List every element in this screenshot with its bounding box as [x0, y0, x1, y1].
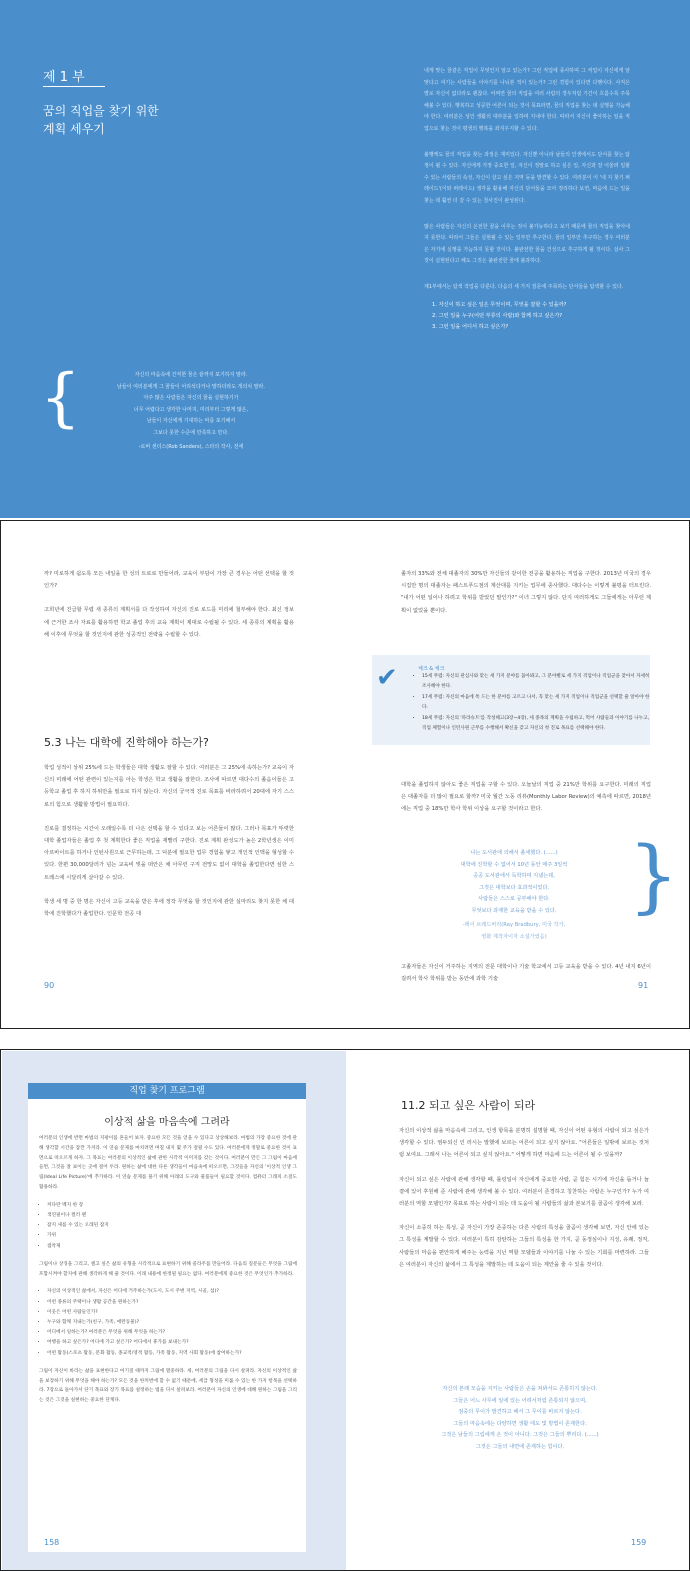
- quote-line: 공공 도서관에서 독학하며 지냈는데,: [473, 873, 555, 879]
- intro-paragraph: 많은 사람들은 자신의 온전한 꿈을 이루는 것이 불가능하다고 보기 때문에 꿈의 직업을 찾아내지 못한다. 따라서 그들은 실현될 수 있는 일부만 추구한다. 꿈의 일부만 추구하는 경우 여러분은 자기에 실행을 가늠하지 못할 것이다. 불완전한 꿈을 건성으로 추구하게 될 것이다. 실사 그것이 실현된다고 해도 그것은 불완전한 꿈에 불과하다.: [424, 223, 630, 265]
- page-number-right: 159: [631, 1538, 647, 1547]
- quote-line: 그보다 못한 수준에 만족하고 만다.: [153, 429, 229, 436]
- question-item: • 자신의 이상적인 삶에서, 자신은 어디에 거주하는가(도시, 도시 주변 지역, 시골, 섬)?: [47, 1287, 297, 1297]
- question-item: 3. 그런 일을 어디서 하고 싶은가?: [432, 323, 509, 330]
- section-title: 11.2 되고 싶은 사람이 되라: [401, 1099, 536, 1112]
- body-paragraph: 자신이 되고 싶은 사람에 관해 생각할 때, 롤링일이 자신에게 중요한 사람, 곧 힘든 시기에 자신을 돕거나 늘 곁에 있어 후원해 준 사람에 관해 생각해 볼 수 있다. 여러분이 존경하고 칭찬하는 사람은 누구인가? 누가 여러분의 역할 모델인가? 목표로 하는 사람이 되는 데 도움이 될 사람들의 삶과 본보기를 골곰이 생각해 보라.: [399, 1176, 649, 1208]
- quote-source: 영화 제작자이자 소설가였음): [481, 933, 547, 940]
- quote-source: -로버 샌더스(Rob Sanders), 스타의 작사, 전세: [138, 444, 244, 450]
- note-item: • 18세 무렵: 자신의 '파라슈트'를 작성해고(3장~4장), 세 종목의 계획을 수립하고, 먹어 사람들과 이야기를 나누고, 직업 체험이나 인턴사원 근무를 수행해서 확신을 갖고 자신의 첫 진로 목표를 선택해야 한다.: [422, 714, 652, 735]
- quote-line: 무엇보다 과제한 교육을 받을 수 있다.: [471, 907, 557, 914]
- checkmark-icon: ✔: [376, 663, 398, 693]
- program-title: 이상적 삶을 마음속에 그려라: [104, 1117, 230, 1128]
- program-paragraph: 여러분의 인생에 반면 마법의 지팡이를 흔들어 보자. 중요한 모든 것을 얻을 수 있다고 상상해보라. 마법의 가장 중요한 것에 관해 생각할 시간을 잠깐 가져라. 이 연습 문제를 마치려면 며칠 내지 몇 주가 걸릴 수도 있다. 여러분에게 정말로 중요한 것이 표면으로 떠오르게 하자. 그 목표는 여러분의 이상적인 삶에 관한 시각적 이미지를 갖는 것이다. 여러분이 만든 그 그림이 마음에 들면, 그것을 잘 보이는 곳에 걸어 두라. 원하는 삶에 대한 다른 생각들이 마음속에 떠오르면, 그것들을 자신의 '이상적 인생 그림(Ideal Life Picture)'에 추가하라. 이 연습 문제를 풀기 위해 아래의 도구와 물품들이 필요할 것이다. 컴퓨터 그래픽 소질도 활용하라.: [39, 1136, 297, 1190]
- quote-line: 너무 어렵다고 생각한 나머지, 미리부터 그렇게 많은,: [133, 406, 249, 413]
- section-title: 5.3 나는 대학에 진학해야 하는가?: [44, 736, 209, 749]
- question-item: • 이웃은 어떤 사람들인가?: [47, 1308, 297, 1318]
- intro-paragraph: 제1부에서는 탐색 작업을 다룬다. 다음의 세 가지 질문에 주목하는 단서들을 탐색할 수 있다.: [424, 283, 624, 290]
- question-item: • 어디에서 일하는가? 여러분은 무엇을 위해 무엇을 하는가?: [47, 1328, 297, 1338]
- part-title: 꿈의 직업을 찾기 위한 계획 세우기: [43, 104, 159, 136]
- check-note-box: [372, 655, 650, 745]
- body-paragraph: 까? 미로하게 쉽도록 모든 내일을 한 성의 트로로 만들어라, 교육이 부담이 가장 큰 경우는 어떤 선택을 할 것인가?: [44, 571, 294, 590]
- quote-line: 남들이 자신에게 기대하는 바를 포기해서: [146, 418, 236, 424]
- body-paragraph: 고희년에 진급할 무렵 새 종류의 계획서를 다 작성하여 자신의 진로 로드를 미리에 철부해야 한다. 최신 정보에 근거한 조사 자료를 활용하면 학교 졸업 후의 교육 계획이 제대로 수립될 수 있다. 세 종류의 계획을 활용해 이후에 무엇을 할 것인지에 관한 성공적인 전략을 수립할 수 있다.: [44, 607, 294, 638]
- part-number: 제 1 부: [43, 70, 85, 85]
- quote-line: 그것은 남들의 그림에게 온 것이 아니다. 그것은 그들의 뿌리다. (......): [441, 1432, 599, 1438]
- quote-line: 그것은 대학보다 효과적이었다.: [478, 884, 550, 891]
- quote-line: 자신의 본래 모습을 지키는 사람들은 손을 쳐봐서도 존통히지 않는다.: [442, 1386, 598, 1392]
- note-list: [414, 672, 652, 734]
- body-paragraph: 학업 성적이 상위 25%에 드는 학생들은 대학 생활도 잘할 수 있다. 여러분은 그 25%에 속하는가? 교육이 자신의 미래에 어떤 관련이 있는지를 아는 학생은 학교 생활을 잘한다. 조사에 따르면 대다수의 졸음이들은 고등학교 졸업 후 하지 하위만을 필요로 하지 않는다. 자신의 궁극적 진로 목표를 바라하려서 20대에 자기 스스로의 힘으로 생활할 방법이 필요하다.: [44, 765, 294, 808]
- closing-quote: [400, 1384, 640, 1453]
- page-90-section: [44, 734, 294, 932]
- question-item: 2. 그런 일을 누구(어떤 부류의 사람)와 함께 하고 싶은가?: [432, 312, 563, 319]
- left-brace-icon: {: [40, 361, 81, 435]
- part-rule: [43, 86, 105, 87]
- program-paragraph: 그림이나 상징을 그리고, 셀고 싶은 삶의 유형을 시각적으로 표현하기 위해 콜라주를 만들어라. 다음의 질문들은 무엇을 그림에 포함시켜야 할지에 관해 생각하게 해 줄 것이다. 이래 내용에 한정될 필요는 없다. 여러분에게 중요한 것은 무엇인가 추가하라.: [39, 1261, 297, 1277]
- material-item: • 가위: [47, 1231, 297, 1241]
- body-paragraph: 고졸자들은 자신이 거주하는 지역의 전문 대학이나 기술 학교에서 고등 교육을 받을 수 있다. 4년 내지 6년이 걸려서 학사 학위를 받는 동안에 과학 기술: [401, 964, 651, 983]
- note-title: 체크 & 체크: [418, 666, 445, 672]
- program-body: [39, 1134, 297, 1414]
- quote-line: 사람들은 스스로 공부해야 한다.: [478, 896, 550, 902]
- quote-line: 남들이 여러분에게 그 꿈들이 어리석다거나 말하더라도 개의치 말라.: [117, 383, 265, 390]
- material-item: • 잡지 새를 수 있는 오래된 잡지: [47, 1221, 297, 1231]
- quote-line: 대학에 진학할 수 없어서 10년 동안 매주 3일씩: [460, 861, 568, 868]
- quote-line: 나는 도서관에 의해서 졸세했다. (......): [470, 850, 558, 856]
- body-paragraph: 자신이 소중히 하는 특성, 곧 자신이 가장 존중하는 다른 사람의 특성을 골곰이 생각해 보면, 자신 안에 있는 그 특성을 계발할 수 있다. 여러분이 특히 감탄하는 그들의 특성을 한 가지, 곧 동정심이나 지성, 유쾌, 정직, 사람들의 마음을 편안하게 해주는 능력을 지닌 역할 모델들과 이야기를 나눌 수 있는 기회를 마련하라. 그들은 여러분이 자신의 삶에서 그 특성을 계발하는 데 도움이 되는 제안을 줄 수 있을 것이다.: [399, 1225, 649, 1268]
- body-paragraph: 졸자의 33%와 전체 대졸자의 30%만 자신들의 같이한 전공을 활용하는 직업을 구한다. 2013년 미국의 경우 시집만 명의 대졸자는 패스트푸드점의 계산대를 지키는 업무에 종사했다. 대다수는 이렇게 불평을 터트린다. "내가 어떤 일이나 하려고 학위를 받았던 말인가?" 이녀 그렇지 않다. 단지 여러하게도 그들에게는 아무런 계획이 없었을 뿐이다.: [401, 571, 651, 614]
- body-paragraph: 자신의 이상적 삶을 마음속에 그리고, 인생 항목을 분명히 설명할 때, 자신이 어떤 유형의 사람이 되고 싶은가 생각할 수 있다. 염두되신 인 러시는 말했에 보르는 어른이 되고 싶지 않아요. "어른들은 일밖에 보르는 것처럼 보여요. 그래서 나는 어른이 되고 싶지 않아요." 어떻게 하면 마음에 드는 어른이 될 수 있을까?: [399, 1128, 649, 1159]
- quote-source: -레이 브래드버리(Ray Bradbury, 미국 작가,: [462, 922, 566, 928]
- quote-line: 그들의 마음속에는 다양하면 생활 태도 및 방법이 존재한다.: [453, 1420, 587, 1427]
- page-number-right: 91: [638, 981, 649, 990]
- spread-part-one: [0, 0, 690, 518]
- question-item: • 여행을 하고 싶은가? 어디에 가고 싶은가? 어디에서 휴가를 보내는가?: [47, 1338, 297, 1348]
- page-91-bottom: [401, 961, 651, 997]
- quote-line: 자신의 마음속에 간직한 꿈은 끝까지 포기하지 말라.: [134, 372, 248, 378]
- note-item: • 15세 무렵: 자신의 관심사와 맞는 세 가지 분야를 꼽아봐고, 그 분야별로 세 가지 직업이나 직업군을 찾아서 자세히 조사해야 한다.: [422, 672, 652, 693]
- spread-pages-90-91: [0, 520, 690, 1029]
- page-159-body: [399, 1125, 649, 1283]
- materials-list: [39, 1201, 297, 1252]
- bradbury-quote: [400, 848, 628, 943]
- quote-line: 그것은 그들의 내면에 존재하는 힘이다.: [475, 1443, 565, 1450]
- questions-list: [39, 1287, 297, 1358]
- question-item: • 누구와 함께 지내는가(친구, 가족, 애완동물)?: [47, 1318, 297, 1328]
- material-item: • 색연필이나 컬러 펜: [47, 1211, 297, 1221]
- page-90-top: [44, 568, 294, 653]
- body-paragraph: 학생 세 명 중 한 명은 자신이 고등 교육을 받은 후에 정작 무엇을 할 것인지에 관한 실마리도 찾지 못한 채 대학에 진학했다가 졸업한다. 인문학 전공 대: [44, 898, 294, 918]
- material-item: • 접착제: [47, 1242, 297, 1252]
- page-91-top: [401, 568, 651, 629]
- body-paragraph: 대학을 졸업하지 않아도 좋은 직업을 구할 수 있다. 오늘날의 직업 중 21%만 학위를 요구한다. 미래의 직업은 대졸자를 더 많이 필요로 할까? 미국 월간 노동 리뷰(Monthly Labor Review)의 예측에 따르면, 2018년에는 직업 중 18%만 학사 학위 이상을 요구할 것이라고 한다.: [401, 782, 651, 813]
- question-item: • 어떤 활동(스포츠 활동, 문화 활동, 종교적/영적 활동, 가족 활동, 지역 사회 활동)에 참여하는가?: [47, 1349, 297, 1359]
- note-item: • 17세 무렵: 자신의 마음에 쏙 드는 한 분야를 고르고 나서, 꼭 맞는 세 가지 직업이나 직업군을 선택할 줄 알아야 한다.: [422, 693, 652, 714]
- question-item: 1. 자신이 하고 싶은 일은 무엇이며, 무엇을 잘할 수 있을까?: [432, 301, 567, 308]
- page-number-left: 158: [44, 1538, 60, 1547]
- right-brace-icon: }: [628, 829, 679, 922]
- material-item: • 커다란 백지 한 장: [47, 1201, 297, 1211]
- program-paragraph: 그림이 자신이 바라는 삶을 표현한다고 여기질 때까지 그림에 열중하라. 세, 여러분의 그림을 다시 살펴라. 자신의 이상적인 삶을 보장하기 위해 무엇을 해야 하는가? 모든 것을 한꺼번에 할 수 없기 때문에, 세급 형성을 미룰 수 있는 한 가지 항목을 선택하라. 7장으로 돌아가서 단기 목표와 장기 목표를 설정하는 법을 다시 살펴보라. 여러분이 자신의 인생에 대해 원하는 그림을 그리는 것은 그것을 실현하는 중요한 단계다.: [39, 1368, 297, 1404]
- intro-paragraph: 내게 맞는 꿈같은 직업이 무엇인지 알고 있는가? 그런 직업에 종사하며 그 직업이 자신에게 알맞다고 여기는 사람들을 이야기를 나눠본 적이 있는가? 그런 경험이 있다면 다행이다. 사직은 별로 자신이 없다라도 괜찮다. 어쩌면 꿈의 직업을 여러 사람의 경우처럼 기간이 흐름수록 주목해볼 수 있다. 행복하고 성공한 어른이 되는 것이 목표라면, 꿈의 직업을 찾는 데 실행을 가늠해야 한다. 여러분은 성인 생활의 대부분을 일하며 지내야 한다. 따라서 자신이 좋아하는 일을 직업으로 찾는 것이 평생의 행복을 좌지우지할 수 있다.: [424, 68, 630, 132]
- question-item: • 어떤 종류의 주택이나 생활 공간을 원하는가?: [47, 1298, 297, 1308]
- intro-paragraph: 불행케도 꿈의 직업을 찾는 과정은 재미있다. 자신뿐 아니라 남들의 인생에서도 단서를 찾는 탐정이 될 수 있다. 자신에게 가장 중요한 일, 자신이 정말로 하고 싶은 일, 자신과 잘 어울려 일할 수 있는 사람들의 속성, 자신이 살고 싶은 지역 등을 발견할 수 있다. 여러분이 이 '내 지 찾기 퍼레이드'(이와 퍼레이드) 생각을 활용해 자신의 단서들을 모아 정리하다 보면, 마음에 드는 일을 찾는 데 훨씬 더 갈 수 있는 청사진이 완성된다.: [424, 151, 630, 204]
- page-number-left: 90: [44, 981, 55, 990]
- intro-column: [424, 66, 630, 333]
- quote-line: 그들은 어느 사무에 일에 있는 어려서처럼 존통되지 않으며,: [453, 1397, 587, 1404]
- quote-line: 아주 많은 사람들은 자신의 꿈을 실현하기가: [143, 395, 239, 401]
- body-paragraph: 진로를 결정하는 시간이 오래일수록 더 나은 선택을 할 수 있다고 보는 어른들이 많다. 그러나 목표가 뚜렷한 대학 졸업자들은 졸업 후 첫 계획한다 좋은 직업을 재빨리 구한다. 진로 계획 완성도가 높은 2학년생은 이미 아르바이트를 하거나 인턴사원으로 근무하는데, 그 덕분에 필요한 업무 경험을 쌓고 개인적 인맥을 형성할 수 있다. 한편 30,000달러가 넘는 교육비 빚을 떠안은 채 아무런 구직 전망도 없이 대학을 졸업한다면 심한 스트레스에 시달리게 살아갈 수 있다.: [44, 825, 294, 881]
- page-91-mid: [401, 779, 651, 828]
- epigraph-quote: [40, 361, 320, 454]
- quote-line: 점중의 무이가 발견하고 해서 그 무이를 바르지 않는다.: [458, 1409, 582, 1415]
- program-header: 직업 찾기 프로그램: [28, 1083, 306, 1099]
